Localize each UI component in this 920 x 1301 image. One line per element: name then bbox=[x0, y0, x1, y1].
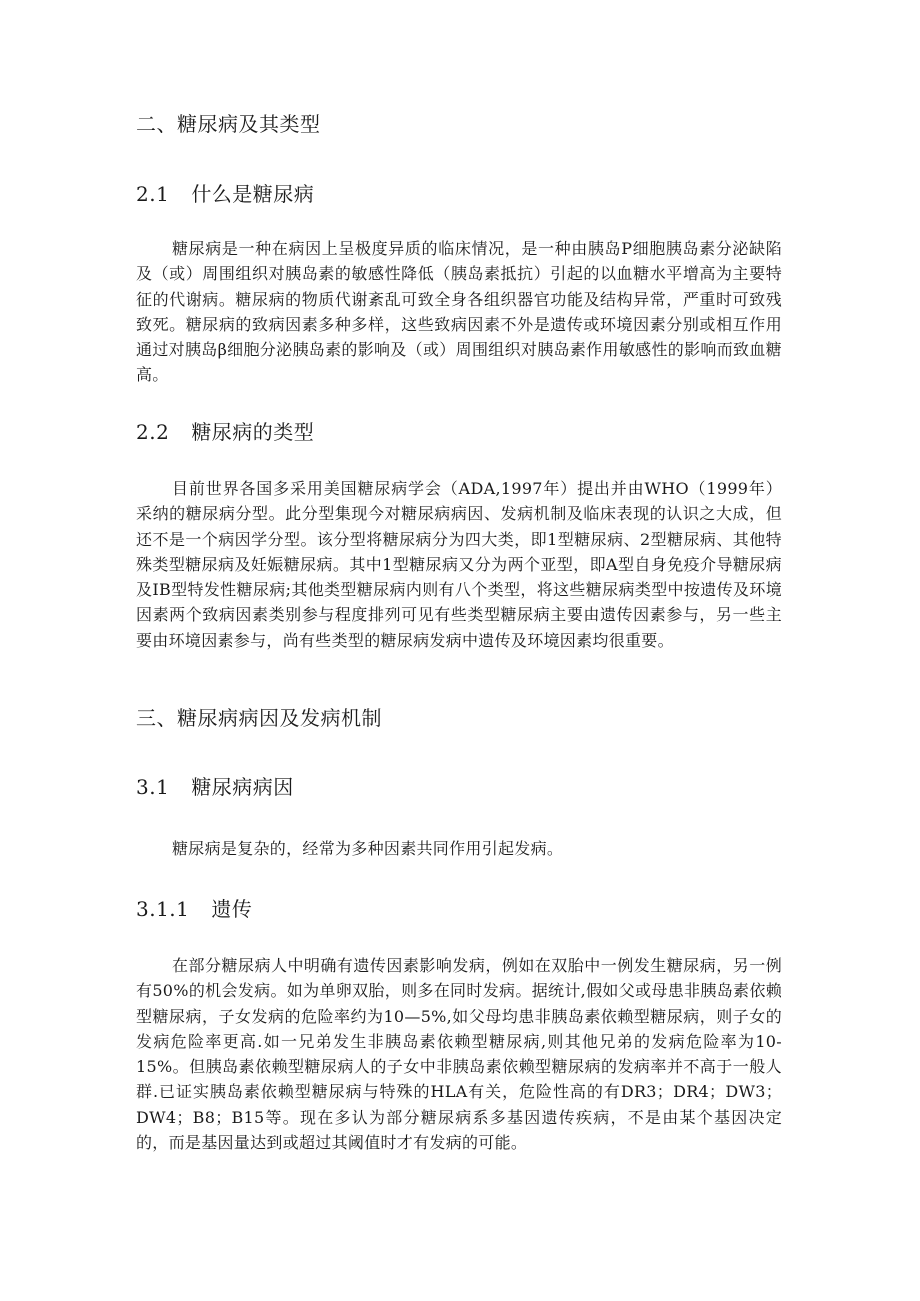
section-2-2-title: 糖尿病的类型 bbox=[191, 420, 315, 444]
section-2-2-paragraph: 目前世界各国多采用美国糖尿病学会（ADA,1997年）提出并由WHO（1999年）采纳的糖尿病分型。此分型集现今对糖尿病病因、发病机制及临床表现的认识之大成，但还不是一个病因学分型。该分型将糖尿病分为四大类，即1型糖尿病、2型糖尿病、其他特殊类型糖尿病及妊娠糖尿病。其中1型糖尿病又分为两个亚型，即A型自身免疫介导糖尿病及IB型特发性糖尿病;其他类型糖尿病内则有八个类型，将这些糖尿病类型中按遗传及环境因素两个致病因素类别参与程度排列可见有些类型糖尿病主要由遗传因素参与，另一些主要由环境因素参与，尚有些类型的糖尿病发病中遗传及环境因素均很重要。 bbox=[136, 479, 782, 650]
section-3-1-number: 3.1 bbox=[136, 775, 170, 799]
section-3-1-paragraph: 糖尿病是复杂的，经常为多种因素共同作用引起发病。 bbox=[172, 839, 564, 858]
section-3-1-title: 糖尿病病因 bbox=[191, 775, 294, 799]
section-3-1-1-number: 3.1.1 bbox=[136, 897, 190, 921]
section-2-1-heading bbox=[136, 180, 314, 208]
section-2-title: 二、糖尿病及其类型 bbox=[136, 112, 321, 136]
section-3-1-1-paragraph: 在部分糖尿病人中明确有遗传因素影响发病，例如在双胎中一例发生糖尿病，另一例有50%的机会发病。如为单卵双胎，则多在同时发病。据统计,假如父或母患非胰岛素依赖型糖尿病，子女发病的危险率约为10—5%,如父母均患非胰岛素依赖型糖尿病，则子女的发病危险率更高.如一兄弟发生非胰岛素依赖型糖尿病,则其他兄弟的发病危险率为10-15%。但胰岛素依赖型糖尿病人的子女中非胰岛素依赖型糖尿病的发病率并不高于一般人群.已证实胰岛素依赖型糖尿病与特殊的HLA有关，危险性高的有DR3；DR4；DW3；DW4；B8；B15等。现在多认为部分糖尿病系多基因遗传疾病，不是由某个基因决定的，而是基因量达到或超过其阈值时才有发病的可能。 bbox=[136, 956, 782, 1153]
section-2-1-title: 什么是糖尿病 bbox=[191, 182, 315, 206]
section-3-title: 三、糖尿病病因及发病机制 bbox=[136, 706, 382, 730]
section-2-2-heading bbox=[136, 418, 314, 446]
section-3-1-1-title: 遗传 bbox=[211, 897, 253, 921]
section-3-heading bbox=[136, 704, 382, 732]
section-2-heading bbox=[136, 110, 321, 138]
section-2-1-paragraph: 糖尿病是一种在病因上呈极度异质的临床情况，是一种由胰岛P细胞胰岛素分泌缺陷及（或）周围组织对胰岛素的敏感性降低（胰岛素抵抗）引起的以血糖水平增高为主要特征的代谢病。糖尿病的物质代谢紊乱可致全身各组织器官功能及结构异常，严重时可致残致死。糖尿病的致病因素多种多样，这些致病因素不外是遗传或环境因素分别或相互作用通过对胰岛β细胞分泌胰岛素的影响及（或）周围组织对胰岛素作用敏感性的影响而致血糖高。 bbox=[136, 239, 782, 385]
section-2-1-number: 2.1 bbox=[136, 182, 170, 206]
section-2-2-number: 2.2 bbox=[136, 420, 170, 444]
section-3-1-heading bbox=[136, 773, 294, 801]
section-3-1-1-heading bbox=[136, 895, 252, 923]
